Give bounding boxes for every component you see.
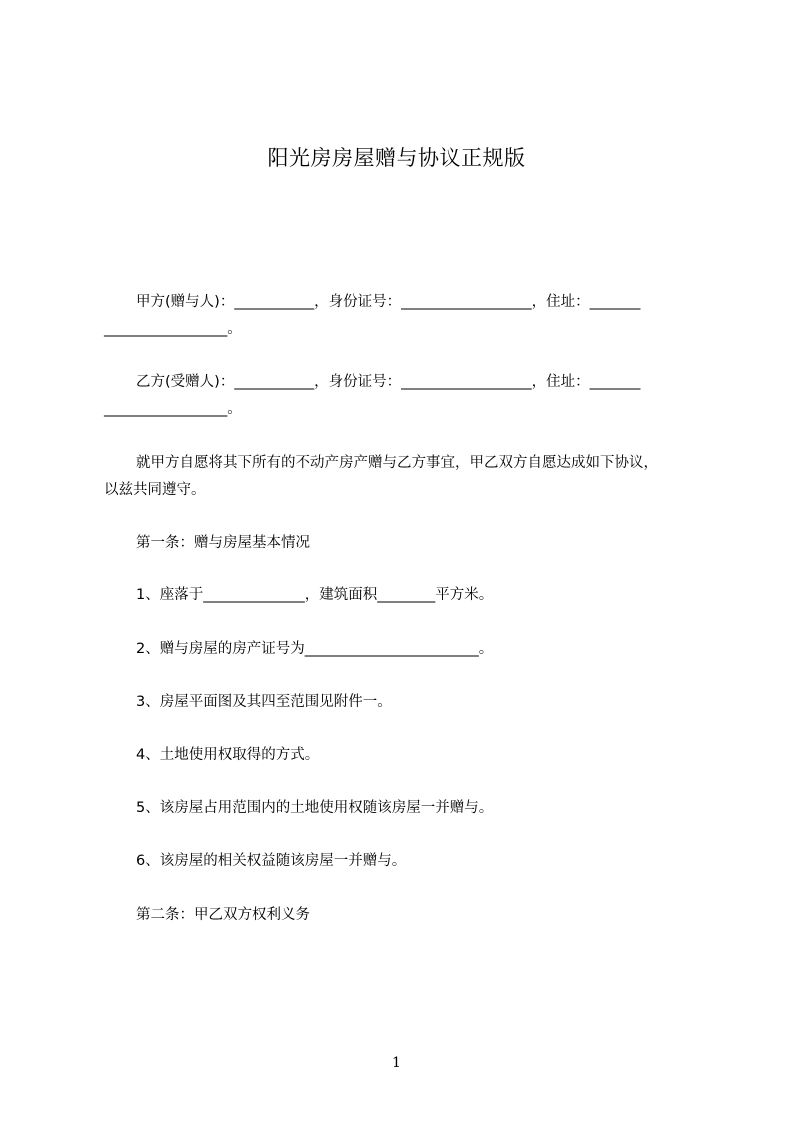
article-2-heading: 第二条：甲乙双方权利义务	[136, 907, 310, 923]
party-a-line-2: _________________。	[104, 321, 242, 337]
party-a-line-1: 甲方(赠与人)：___________，身份证号：__________________，住址：_______	[136, 294, 641, 310]
list-item: 4、土地使用权取得的方式。	[136, 747, 320, 763]
page-number: 1	[392, 1055, 401, 1071]
list-item: 2、赠与房屋的房产证号为________________________。	[136, 641, 494, 657]
party-b-line-2: _________________。	[104, 401, 242, 417]
list-item: 3、房屋平面图及其四至范围见附件一。	[136, 694, 392, 710]
list-item: 6、该房屋的相关权益随该房屋一并赠与。	[136, 853, 407, 869]
document-title: 阳光房房屋赠与协议正规版	[267, 146, 526, 170]
preamble-line-2: 以兹共同遵守。	[104, 482, 206, 498]
party-b-line-1: 乙方(受赠人)：___________，身份证号：__________________，住址：_______	[136, 374, 641, 390]
list-item: 5、该房屋占用范围内的土地使用权随该房屋一并赠与。	[136, 800, 494, 816]
list-item: 1、座落于______________，建筑面积________平方米。	[136, 587, 494, 603]
preamble-line-1: 就甲方自愿将其下所有的不动产房产赠与乙方事宜，甲乙双方自愿达成如下协议，	[136, 455, 658, 471]
article-1-heading: 第一条：赠与房屋基本情况	[136, 535, 310, 551]
